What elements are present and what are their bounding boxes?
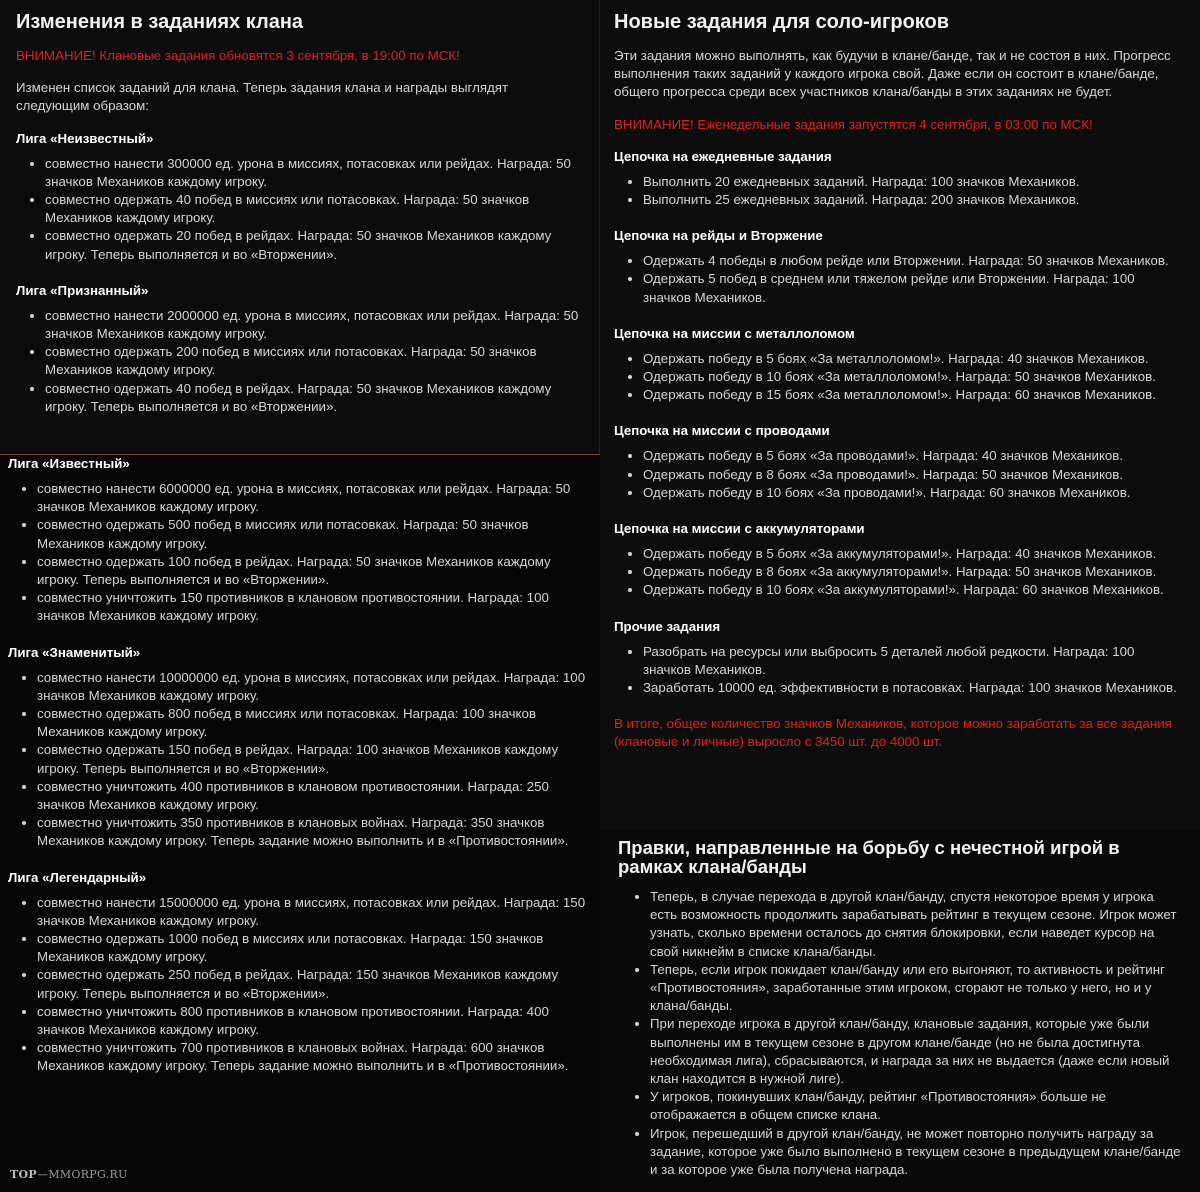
list-item: • совместно одержать 1000 побед в миссиях или потасовках. Награда: 150 значков Механиков каждому игроку. [37, 930, 590, 966]
list-item: • совместно нанести 2000000 ед. урона в миссиях, потасовках или рейдах. Награда: 50 значков Механиков каждому игроку. [45, 307, 583, 343]
solo-warning: ВНИМАНИЕ! Еженедельные задания запустятся 4 сентября, в 03:00 по МСК! [614, 116, 1093, 132]
league-task-list [16, 155, 583, 264]
league-task-list [8, 894, 590, 1076]
list-item: • Одержать победу в 10 боях «За аккумуляторами!». Награда: 60 значков Механиков. [643, 581, 1186, 599]
list-item: • совместно одержать 40 побед в рейдах. Награда: 50 значков Механиков каждому игроку. Теперь выполняется и во «Вторжении». [45, 380, 583, 416]
league-title: Лига «Легендарный» [8, 869, 147, 885]
list-item: • совместно одержать 150 побед в рейдах. Награда: 100 значков Механиков каждому игроку. Теперь выполняется и во «Вторжении». [37, 741, 590, 777]
list-item: • Выполнить 20 ежедневных заданий. Награда: 100 значков Механиков. [643, 173, 1186, 191]
list-item: • совместно уничтожить 700 противников в клановых войнах. Награда: 600 значков Механиков каждому игроку. Теперь задание можно выполнить и в «Противостоянии». [37, 1039, 590, 1075]
list-item: • совместно нанести 15000000 ед. урона в миссиях, потасовках или рейдах. Награда: 150 значков Механиков каждому игроку. [37, 894, 590, 930]
list-item: • совместно одержать 800 побед в миссиях или потасовках. Награда: 100 значков Механиков каждому игроку. [37, 705, 590, 741]
list-item: • совместно одержать 250 побед в рейдах. Награда: 150 значков Механиков каждому игроку. Теперь выполняется и во «Вторжении». [37, 966, 590, 1002]
list-item: • Выполнить 25 ежедневных заданий. Награда: 200 значков Механиков. [643, 191, 1186, 209]
chain-task-list [614, 447, 1186, 502]
list-item: • совместно одержать 100 побед в рейдах. Награда: 50 значков Механиков каждому игроку. Теперь выполняется и во «Вторжении». [37, 553, 590, 589]
list-item: • совместно уничтожить 800 противников в клановом противостоянии. Награда: 400 значков Механиков каждому игроку. [37, 1003, 590, 1039]
list-item: • Одержать победу в 8 боях «За аккумуляторами!». Награда: 50 значков Механиков. [643, 563, 1186, 581]
list-item: • При переходе игрока в другой клан/банду, клановые задания, которые уже были выполнены им в текущем сезоне в другом клане/банде (но не была достигнута необходимая лига), сбрасываются, и награда за них не выдается (даже если новый клан находится в нужной лиге). [650, 1015, 1184, 1088]
site-watermark: TOP—MMORPG.RU [10, 1167, 128, 1181]
watermark-site: MMORPG.RU [48, 1167, 128, 1181]
list-item: • Одержать победу в 10 боях «За проводами!». Награда: 60 значков Механиков. [643, 484, 1186, 502]
league-task-list [8, 480, 590, 626]
chain-title: Цепочка на миссии с аккумуляторами [614, 521, 865, 537]
list-item: • совместно уничтожить 350 противников в клановых войнах. Награда: 350 значков Механиков каждому игроку. Теперь задание можно выполнить и в «Противостоянии». [37, 814, 590, 850]
list-item: • Одержать 5 побед в среднем или тяжелом рейде или Вторжении. Награда: 100 значков Механиков. [643, 270, 1186, 306]
list-item: • совместно уничтожить 150 противников в клановом противостоянии. Награда: 100 значков Механиков каждому игроку. [37, 589, 590, 625]
list-item: • Одержать победу в 5 боях «За проводами!». Награда: 40 значков Механиков. [643, 447, 1186, 465]
fair-play-title: Правки, направленные на борьбу с нечестной игрой в рамках клана/банды [618, 837, 1120, 877]
list-item: • У игроков, покинувших клан/банду, рейтинг «Противостояния» больше не отображается в общем списке клана. [650, 1088, 1184, 1124]
watermark-brand: TOP [10, 1167, 37, 1181]
list-item: • Одержать победу в 10 боях «За металлоломом!». Награда: 50 значков Механиков. [643, 368, 1186, 386]
fair-play-panel [600, 830, 1200, 1192]
chain-title: Цепочка на миссии с металлоломом [614, 325, 855, 341]
fair-play-list [618, 888, 1184, 1179]
solo-tasks-panel [600, 0, 1200, 830]
list-item: • совместно нанести 10000000 ед. урона в миссиях, потасовках или рейдах. Награда: 100 значков Механиков каждому игроку. [37, 669, 590, 705]
solo-intro: Эти задания можно выполнять, как будучи в клане/банде, так и не состоя в них. Прогресс выполнения таких заданий у каждого игрока свой. Даже если он состоит в клане/банде, общего прогресса среди всех участников клана/банды в этих заданиях не будет. [614, 48, 1171, 100]
chain-task-list [614, 545, 1186, 600]
list-item: • Заработать 10000 ед. эффективности в потасовках. Награда: 100 значков Механиков. [643, 679, 1186, 697]
chain-title: Цепочка на ежедневные задания [614, 148, 832, 164]
list-item: • совместно уничтожить 400 противников в клановом противостоянии. Награда: 250 значков Механиков каждому игроку. [37, 778, 590, 814]
chain-task-list [614, 173, 1186, 209]
league-task-list [8, 669, 590, 851]
league-title: Лига «Признанный» [16, 282, 149, 298]
list-item: • совместно нанести 6000000 ед. урона в миссиях, потасовках или рейдах. Награда: 50 значков Механиков каждому игроку. [37, 480, 590, 516]
clan-section-title: Изменения в заданиях клана [16, 11, 304, 33]
list-item: • совместно одержать 500 побед в миссиях или потасовках. Награда: 50 значков Механиков каждому игроку. [37, 516, 590, 552]
list-item: • Разобрать на ресурсы или выбросить 5 деталей любой редкости. Награда: 100 значков Механиков. [643, 643, 1186, 679]
clan-changes-panel-continued [0, 455, 600, 1192]
chain-title: Цепочка на рейды и Вторжение [614, 228, 823, 244]
chain-task-list [614, 350, 1186, 405]
chain-title: Цепочка на миссии с проводами [614, 423, 830, 439]
solo-section-title: Новые задания для соло-игроков [614, 11, 950, 33]
list-item: • совместно одержать 200 побед в миссиях или потасовках. Награда: 50 значков Механиков каждому игроку. [45, 343, 583, 379]
league-task-list [16, 307, 583, 416]
clan-intro: Изменен список заданий для клана. Теперь задания клана и награды выглядят следующим образом: [16, 80, 509, 114]
league-title: Лига «Знаменитый» [8, 644, 141, 660]
list-item: • Одержать победу в 5 боях «За аккумуляторами!». Награда: 40 значков Механиков. [643, 545, 1186, 563]
chain-task-list [614, 643, 1186, 698]
solo-total-note: В итоге, общее количество значков Механиков, которое можно заработать за все задания (клановые и личные) выросло с 3450 шт. до 4000 шт. [614, 716, 1172, 750]
list-item: • Игрок, перешедший в другой клан/банду, не может повторно получить награду за задание, которое уже было выполнено в текущем сезоне в предыдущем клане/банде и за которое уже была получена награда. [650, 1125, 1184, 1180]
chain-task-list [614, 252, 1186, 307]
list-item: • совместно нанести 300000 ед. урона в миссиях, потасовках или рейдах. Награда: 50 значков Механиков каждому игроку. [45, 155, 583, 191]
list-item: • Одержать 4 победы в любом рейде или Вторжении. Награда: 50 значков Механиков. [643, 252, 1186, 270]
list-item: • совместно одержать 40 побед в миссиях или потасовках. Награда: 50 значков Механиков каждому игроку. [45, 191, 583, 227]
clan-warning: ВНИМАНИЕ! Клановые задания обновятся 3 сентября, в 19:00 по МСК! [16, 48, 460, 63]
list-item: • Одержать победу в 8 боях «За проводами!». Награда: 50 значков Механиков. [643, 466, 1186, 484]
clan-changes-panel [0, 0, 600, 455]
chain-title: Прочие задания [614, 618, 721, 634]
list-item: • совместно одержать 20 побед в рейдах. Награда: 50 значков Механиков каждому игроку. Теперь выполняется и во «Вторжении». [45, 227, 583, 263]
league-title: Лига «Известный» [8, 456, 130, 471]
list-item: • Одержать победу в 15 боях «За металлоломом!». Награда: 60 значков Механиков. [643, 386, 1186, 404]
list-item: • Теперь, если игрок покидает клан/банду или его выгоняют, то активность и рейтинг «Противостояния», заработанные этим игроком, сгорают не только у него, но и у клана/банды. [650, 961, 1184, 1016]
list-item: • Теперь, в случае перехода в другой клан/банду, спустя некоторое время у игрока есть возможность продолжить зарабатывать рейтинг в текущем сезоне. Игрок может узнать, сколько времени осталось до снятия блокировки, если наведет курсор на свой никнейм в списке клана/банды. [650, 888, 1184, 961]
league-title: Лига «Неизвестный» [16, 130, 154, 146]
list-item: • Одержать победу в 5 боях «За металлоломом!». Награда: 40 значков Механиков. [643, 350, 1186, 368]
